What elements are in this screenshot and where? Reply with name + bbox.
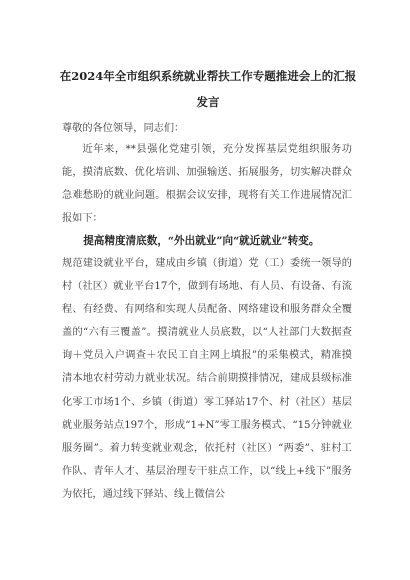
document-title-line-2: 发言 [196,95,220,109]
salutation: 尊敬的各位领导，同志们： [62,123,185,134]
intro-paragraph: 近年来，**县强化党建引领，充分发挥基层党组织服务功能，摸清底数、优化培训、加强输送、拓展服务，切实解决群众急难愁盼的就业问题。根据会议安排，现将有关工作进展情况汇报如下： [62,144,352,225]
body-paragraph: 规范建设就业平台，建成由乡镇（街道）党（工）委统一领导的村（社区）就业平台17个，做到有场地、有人员、有设备、有流程、有经费、有网络和实现人员配备、网络建设和服务群众全覆盖的“六有三覆盖”。摸清就业人员底数，以“人社部门大数据查询＋党员入户调查＋农民工自主网上填报”的采集模式，精准摸清本地农村劳动力就业状况。结合前期摸排情况，建成县级标准化零工市场1个、乡镇（街道）零工驿站17个、村（社区）基层就业服务站点197个，形成“1+N”零工服务模式、“15分钟就业服务圈”。着力转变就业观念，依托村（社区）“两委”、驻村工作队、青年人才、基层治理专干驻点工作，以“线上+线下”服务为依托，通过线下驿站、线上微信公 [62,258,352,500]
section-heading: 提高精度清底数，“外出就业”向“就近就业”转变。 [83,235,320,247]
document-title-line-1: 在2024年全市组织系统就业帮扶工作专题推进会上的汇报 [59,69,357,83]
